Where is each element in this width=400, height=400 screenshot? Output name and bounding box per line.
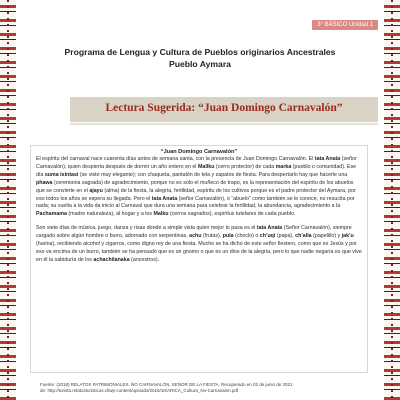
term-bold: marka bbox=[275, 163, 292, 170]
text-run: (cerros sagrados), espíritus tutelares de cada pueblo. bbox=[168, 211, 296, 218]
term-bold: ch’uqi bbox=[259, 233, 276, 240]
banner-title: Lectura Sugerida: “Juan Domingo Carnavalón” bbox=[105, 102, 343, 114]
text-run: (madre naturaleza), al hogar y a los bbox=[66, 211, 154, 218]
text-run: (choclo) o bbox=[233, 233, 260, 240]
text-run: (señor Carnavalón), o “abuelo” como también se le conoce, no resucita por nada; su vuelta a la vida da inicio al Carnaval que dura una semana para celebrar la fertilidad, la abundancia, agradecimiento a la bbox=[36, 195, 355, 210]
reading-box bbox=[30, 145, 368, 373]
text-run: El espíritu del carnaval nace cuarenta días antes de semana santa, con la presencia de Juan Domingo Carnavalón. El bbox=[36, 156, 315, 162]
source-line-1: Fuente: (2018) RELATOS PATRIMONIALES. ÑO CARNAVALÓN, SEÑOR DE LA FIESTA. Recuperado en 02 de junio de 2021 bbox=[40, 382, 293, 387]
program-title: Programa de Lengua y Cultura de Pueblos originarios Ancestrales bbox=[64, 47, 336, 57]
term-bold: tata Anata bbox=[256, 225, 283, 232]
banner-shadow bbox=[70, 123, 378, 125]
reading-banner bbox=[70, 97, 378, 122]
source-line-2: de: http://turista.relatosturisticos.cl/wp-content/uploads/2018/10/ARICA_Cultura_No-Carnavalon.pdf bbox=[40, 388, 239, 394]
term-bold: ch’alla bbox=[295, 233, 312, 240]
decorative-border-left bbox=[0, 0, 16, 400]
term-bold: jak’u bbox=[341, 233, 354, 240]
term-bold: Mallku bbox=[197, 163, 215, 170]
term-bold: achu bbox=[189, 233, 202, 240]
term-bold: Malku bbox=[153, 211, 169, 218]
text-run: (cerro protector) de cada bbox=[214, 163, 276, 170]
text-run: (harina), recibiendo alcohol y cigarros, como digno rey de una fiesta. Mucho se ha dicho de este señor fiestero, como que es Jesús y por eso va encima de un burro, también se ha pensado que es un gnomo o que es un dios de la alegría, pero lo que nadie negaría es que vive en él la sabiduría de los bbox=[36, 241, 362, 263]
term-bold: phawa bbox=[36, 179, 53, 186]
term-bold: tata Anata bbox=[151, 195, 178, 202]
text-run: (pueblo o comunidad). Ese día bbox=[36, 163, 357, 178]
text-run: (ancestros). bbox=[129, 256, 160, 263]
reading-paragraph-1 bbox=[36, 156, 362, 219]
text-run: (alma) de la fiesta, la alegría, fertilidad, espíritu de los cultivos porque es el padre protector del Aymara, por eso todos los años se espera su llegada. Pero el bbox=[36, 187, 356, 202]
term-bold: ajayu bbox=[89, 187, 103, 194]
term-bold: achachilanaka bbox=[93, 256, 130, 263]
reading-title: “Juan Domingo Carnavalón” bbox=[160, 149, 238, 155]
pueblo-subtitle: Pueblo Aymara bbox=[169, 59, 231, 69]
text-run: (Señor Carnavalón), siempre cargado sobre algún hombre o burro, adornado con serpentinas, bbox=[36, 225, 352, 240]
text-run: (se viste muy elegante); con chaqueta, pantalón de tela y zapatos de fiesta. Para despertarlo hay que hacerle una bbox=[78, 171, 348, 178]
term-bold: Pachamama bbox=[36, 211, 67, 218]
decorative-border-right bbox=[384, 0, 400, 400]
grade-unit-badge: 3° BÁSICO Unidad 1 bbox=[312, 20, 378, 30]
text-run: (papelillo) y bbox=[311, 233, 342, 240]
text-run: (frutas), bbox=[201, 233, 223, 240]
term-bold: suma isintasi bbox=[44, 171, 79, 178]
reading-paragraph-2 bbox=[36, 225, 362, 265]
term-bold: pula bbox=[222, 233, 234, 240]
text-run: (papa), bbox=[275, 233, 296, 240]
term-bold: tata Anata bbox=[314, 156, 341, 162]
text-run: (ceremonia sagrada) de agradecimiento, porque no es solo el muñeco de trapo, es la representación del espíritu de los abuelos que se convierte en el bbox=[36, 179, 354, 194]
text-run: Son siete días de música, juego, danza y risas donde a simple vista quien mejor lo pasa es el bbox=[36, 225, 257, 232]
source-citation bbox=[40, 382, 374, 394]
text-run: (señor Carnavalón), quien despierta después de dormir un año entero en el bbox=[36, 156, 357, 170]
